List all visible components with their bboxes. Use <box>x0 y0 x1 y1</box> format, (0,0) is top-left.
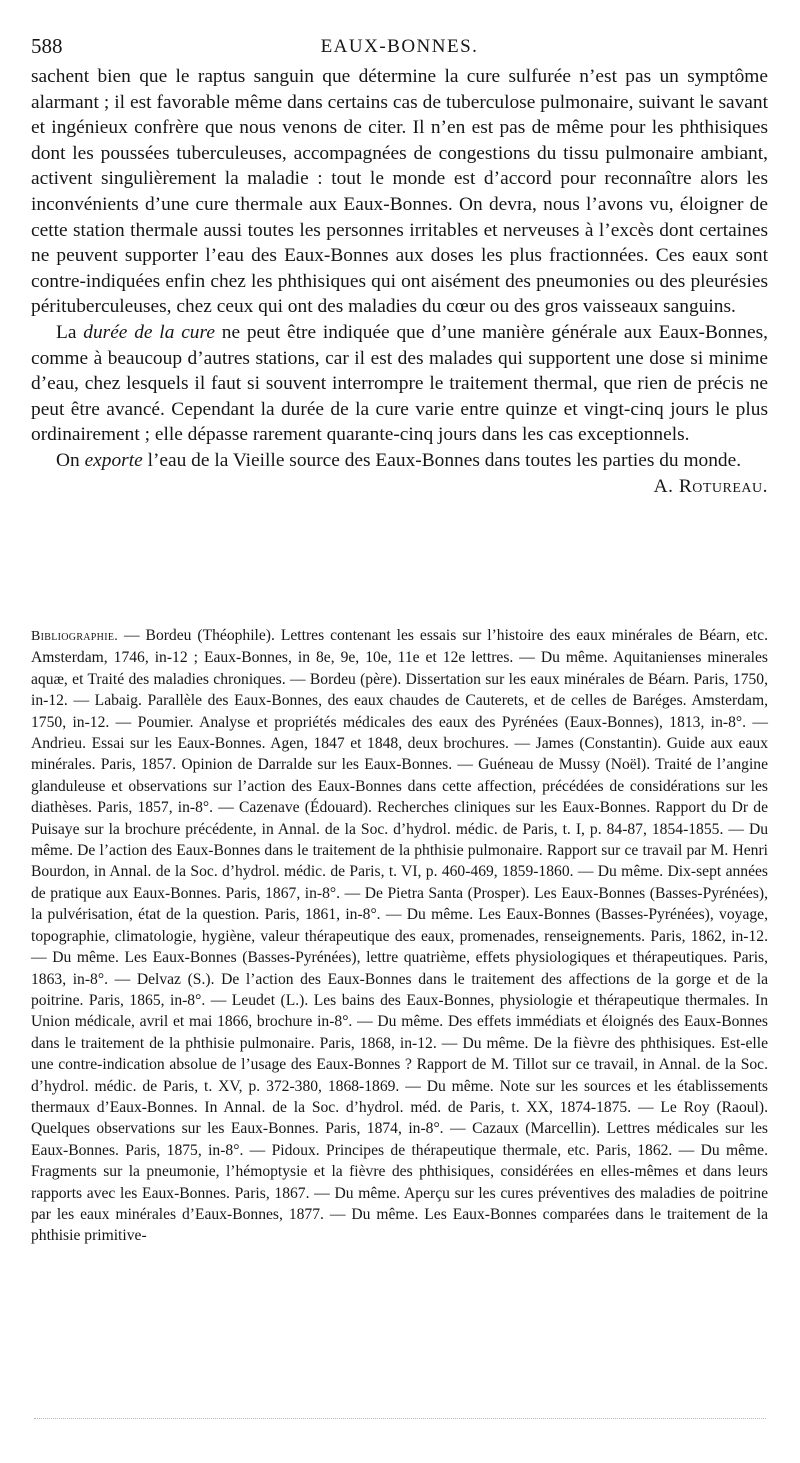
main-text <box>31 64 768 499</box>
running-title: EAUX-BONNES. <box>320 36 479 57</box>
signature-initial: A. <box>653 475 674 497</box>
duration-lead: La <box>56 321 77 343</box>
duration-emphasis: durée de la cure <box>83 321 215 343</box>
bibliography-paragraph <box>31 625 768 1247</box>
export-text: l’eau de la Vieille source des Eaux-Bonnes dans toutes les parties du monde. <box>147 449 742 471</box>
duration-text: ne peut être indiquée que d’une manière générale aux Eaux-Bonnes, comme à beaucoup d’autres stations, car il est des malades qui supportent une dose si minime d’eau, chez lesquels il faut si souvent interrompre le traitement thermal, que rien de précis ne peut être avancé. Cependant la durée de la cure varie entre quinze et vingt-cinq jours le plus ordinairement ; elle dépasse rarement quarante-cinq jours dans les cas exceptionnels. <box>31 321 769 446</box>
author-signature <box>629 474 768 500</box>
bibliography-label: Bibliographie. <box>31 629 119 644</box>
paragraph-contraindications: sachent bien que le raptus sanguin que détermine la cure sulfurée n’est pas un symptôme alarmant ; il est favorable même dans certains cas de tuberculose pulmonaire, suivant le savant et ingénieux confrère que nous venons de citer. Il n’en est pas de même pour les phthisiques dont les poussées tuberculeuses, accompagnées de congestions du tissu pulmonaire ambiant, activent singulièrement la maladie : tout le monde est d’accord pour reconnaître alors les inconvénients d’une cure thermale aux Eaux-Bonnes. On devra, nous l’avons vu, éloigner de cette station thermale aussi toutes les personnes irritables et nerveuses à l’excès dont certaines ne peuvent supporter l’eau des Eaux-Bonnes aux doses les plus fractionnées. Ces eaux sont contre-indiquées enfin chez les phthisiques qui ont aisément des pneumonies ou des pleurésies pérituberculeuses, chez ceux qui ont des maladies du cœur ou des gros vaisseaux sanguins. <box>31 66 768 318</box>
page-number: 588 <box>31 34 63 58</box>
signature-name: Rotureau. <box>678 475 768 497</box>
bottom-dotted-rule <box>34 1418 766 1419</box>
paragraph-duration <box>31 320 768 448</box>
bibliography <box>31 625 768 1247</box>
bibliography-text: — Bordeu (Théophile). Lettres contenant les essais sur l’histoire des eaux minérales de Béarn, etc. Amsterdam, 1746, in-12 ; Eaux-Bonnes, in 8e, 9e, 10e, 11e et 12e lettres. — Du même. Aquitanienses minerales aquæ, et Traité des maladies chroniques. — Bordeu (père). Dissertation sur les eaux minérales de Béarn. Paris, 1750, in-12. — Labaig. Parallèle des Eaux-Bonnes, des eaux chaudes de Cauterets, et de celles de Baréges. Amsterdam, 1750, in-12. — Poumier. Analyse et propriétés médicales des eaux des Pyrénées (Eaux-Bonnes), 1813, in-8°. — Andrieu. Essai sur les Eaux-Bonnes. Agen, 1847 et 1848, deux brochures. — James (Constantin). Guide aux eaux minérales. Paris, 1857. Opinion de Darralde sur les Eaux-Bonnes. — Guéneau de Mussy (Noël). Traité de l’angine glanduleuse et observations sur l’action des Eaux-Bonnes dans cette affection, précédées de considérations sur les diathèses. Paris, 1857, in-8°. — Cazenave (Édouard). Recherches cliniques sur les Eaux-Bonnes. Rapport du Dr de Puisaye sur la brochure précédente, in Annal. de la Soc. d’hydrol. médic. de Paris, t. I, p. 84-87, 1854-1855. — Du même. De l’action des Eaux-Bonnes dans le traitement de la phthisie pulmonaire. Rapport sur ce travail par M. Henri Bourdon, in Annal. de la Soc. d’hydrol. médic. de Paris, t. VI, p. 460-469, 1859-1860. — Du même. Dix-sept années de pratique aux Eaux-Bonnes. Paris, 1867, in-8°. — De Pietra Santa (Prosper). Les Eaux-Bonnes (Basses-Pyrénées), la pulvérisation, état de la question. Paris, 1861, in-8°. — Du même. Les Eaux-Bonnes (Basses-Pyrénées), voyage, topographie, climatologie, hygiène, valeur thérapeutique des eaux, promenades, renseignements. Paris, 1862, in-12. — Du même. Les Eaux-Bonnes (Basses-Pyrénées), lettre quatrième, effets physiologiques et thérapeutiques. Paris, 1863, in-8°. — Delvaz (S.). De l’action des Eaux-Bonnes dans le traitement des affections de la gorge et de la poitrine. Paris, 1865, in-8°. — Leudet (L.). Les bains des Eaux-Bonnes, physiologie et thérapeutique thermales. In Union médicale, avril et mai 1866, brochure in-8°. — Du même. Des effets immédiats et éloignés des Eaux-Bonnes dans le traitement de la phthisie pulmonaire. Paris, 1868, in-12. — Du même. De la fièvre des phthisiques. Est-elle une contre-indication absolue de l’usage des Eaux-Bonnes ? Rapport de M. Tillot sur ce travail, in Annal. de la Soc. d’hydrol. médic. de Paris, t. XV, p. 372-380, 1868-1869. — Du même. Note sur les sources et les établissements thermaux d’Eaux-Bonnes. In Annal. de la Soc. d’hydrol. méd. de Paris, t. XX, 1874-1875. — Le Roy (Raoul). Quelques observations sur les Eaux-Bonnes. Paris, 1874, in-8°. — Cazaux (Marcellin). Lettres médicales sur les Eaux-Bonnes. Paris, 1875, in-8°. — Pidoux. Principes de thérapeutique thermale, etc. Paris, 1862. — Du même. Fragments sur la pneumonie, l’hémoptysie et la fièvre des phthisiques, considérées en elles-mêmes et dans leurs rapports avec les Eaux-Bonnes. Paris, 1867. — Du même. Aperçu sur les cures préventives des maladies de poitrine par les eaux minérales d’Eaux-Bonnes, 1877. — Du même. Les Eaux-Bonnes comparées dans le traitement de la phthisie primitive- <box>31 627 768 1245</box>
export-emphasis: exporte <box>84 449 143 471</box>
running-head <box>31 31 768 63</box>
paragraph-export <box>31 448 768 497</box>
export-lead: On <box>56 449 80 471</box>
